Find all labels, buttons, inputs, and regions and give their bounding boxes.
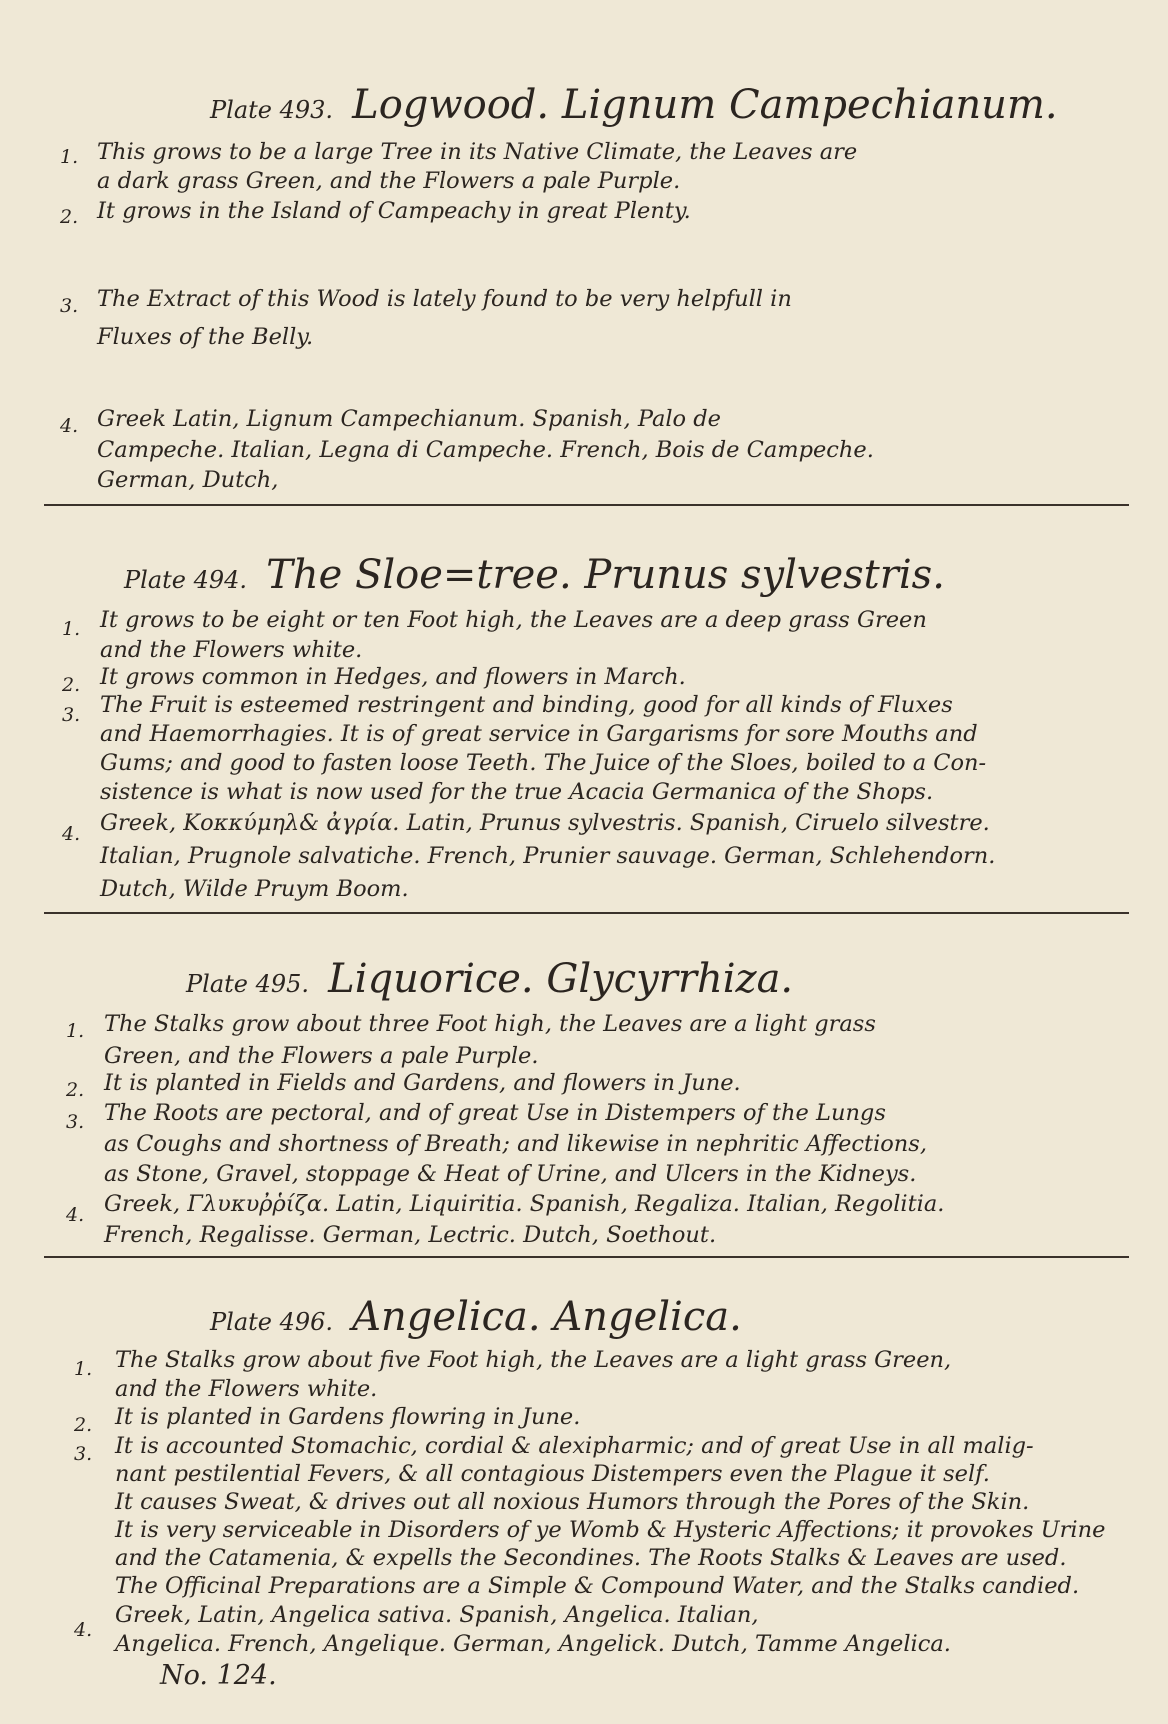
item-line: Green, and the Flowers a pale Purple. [104,1043,539,1069]
item-line: The Stalks grow about five Foot high, the Leaves are a light grass Green, [115,1347,952,1373]
item-line: The Extract of this Wood is lately found to be very helpfull in [97,286,792,312]
item-number: 2. [66,1079,85,1101]
item-line: It is very serviceable in Disorders of ye Womb & Hysteric Affections; it provokes Urine [115,1517,1106,1543]
item-line: The Fruit is esteemed restringent and binding, good for all kinds of Fluxes [100,692,953,718]
item-line: sistence is what is now used for the true Acacia Germanica of the Shops. [100,779,934,805]
item-number: 2. [60,206,79,228]
item-line: as Coughs and shortness of Breath; and likewise in nephritic Affections, [104,1131,927,1157]
plant-name: Logwood. Lignum Campechianum. [352,82,1058,128]
item-line: It is planted in Fields and Gardens, and flowers in June. [104,1070,741,1096]
section-divider [44,504,1129,506]
item-number: 4. [66,1204,85,1226]
plate-label: Plate 494. [124,566,248,594]
item-line: German, Dutch, [97,467,279,493]
item-line: Greek, Latin, Angelica sativa. Spanish, Angelica. Italian, [115,1602,759,1628]
plate-title [210,82,1058,128]
item-line: Angelica. French, Angelique. German, Angelick. Dutch, Tamme Angelica. [115,1631,951,1657]
section-divider [44,1256,1129,1258]
item-line: Greek, Γλυκυῤῥίζα. Latin, Liquiritia. Spanish, Regaliza. Italian, Regolitia. [104,1191,945,1217]
item-number: 3. [66,1111,85,1133]
item-number: 4. [62,823,81,845]
plate-label: Plate 493. [210,96,334,124]
plant-name: The Sloe=tree. Prunus sylvestris. [266,552,945,598]
plate-title [186,956,793,1002]
section-divider [44,912,1129,914]
plate-label: Plate 496. [210,1308,334,1336]
item-number: 3. [60,295,79,317]
item-line: Dutch, Wilde Pruym Boom. [100,876,409,902]
item-line: It grows common in Hedges, and flowers in March. [100,664,686,690]
plant-name: Liquorice. Glycyrrhiza. [328,956,794,1002]
catalogue-number: No. 124. [160,1660,277,1691]
plate-title [210,1294,742,1340]
plate-label: Plate 495. [186,970,310,998]
item-line: The Officinal Preparations are a Simple & Compound Water, and the Stalks candied. [115,1573,1080,1599]
item-number: 2. [62,674,81,696]
item-line: a dark grass Green, and the Flowers a pale Purple. [97,168,681,194]
item-line: and the Flowers white. [100,637,363,663]
item-line: nant pestilential Fevers, & all contagious Distempers even the Plague it self. [115,1461,990,1487]
item-number: 1. [74,1358,93,1380]
item-line: It grows to be eight or ten Foot high, the Leaves are a deep grass Green [100,607,927,633]
item-number: 1. [60,146,79,168]
item-line: and Haemorrhagies. It is of great service in Gargarisms for sore Mouths and [100,721,978,747]
item-line: Gums; and good to fasten loose Teeth. The Juice of the Sloes, boiled to a Con- [100,750,987,776]
item-line: The Roots are pectoral, and of great Use in Distempers of the Lungs [104,1100,886,1126]
plate-title [124,552,945,598]
plant-name: Angelica. Angelica. [352,1294,742,1340]
item-line: The Stalks grow about three Foot high, the Leaves are a light grass [104,1011,876,1037]
item-number: 3. [62,704,81,726]
item-line: It causes Sweat, & drives out all noxious Humors through the Pores of the Skin. [115,1489,1030,1515]
item-line: Campeche. Italian, Legna di Campeche. French, Bois de Campeche. [97,437,874,463]
item-number: 2. [74,1414,93,1436]
item-line: Greek Latin, Lignum Campechianum. Spanish, Palo de [97,406,721,432]
item-line: This grows to be a large Tree in its Native Climate, the Leaves are [97,139,858,165]
item-number: 3. [74,1443,93,1465]
item-line: It is planted in Gardens flowring in June. [115,1404,581,1430]
item-line: It grows in the Island of Campeachy in great Plenty. [97,198,691,224]
item-line: as Stone, Gravel, stoppage & Heat of Urine, and Ulcers in the Kidneys. [104,1161,917,1187]
item-number: 1. [66,1020,85,1042]
item-line: Fluxes of the Belly. [97,324,314,350]
item-line: French, Regalisse. German, Lectric. Dutch, Soethout. [104,1222,717,1248]
item-line: It is accounted Stomachic, cordial & alexipharmic; and of great Use in all malig- [115,1433,1034,1459]
item-number: 4. [74,1619,93,1641]
item-line: and the Catamenia, & expells the Secondines. The Roots Stalks & Leaves are used. [115,1545,1067,1571]
item-number: 4. [60,415,79,437]
item-line: Italian, Prugnole salvatiche. French, Prunier sauvage. German, Schlehendorn. [100,843,996,869]
item-line: and the Flowers white. [115,1376,378,1402]
item-line: Greek, Κοκκύμηλ& ἀγρία. Latin, Prunus sylvestris. Spanish, Ciruelo silvestre. [100,810,990,836]
item-number: 1. [62,618,81,640]
